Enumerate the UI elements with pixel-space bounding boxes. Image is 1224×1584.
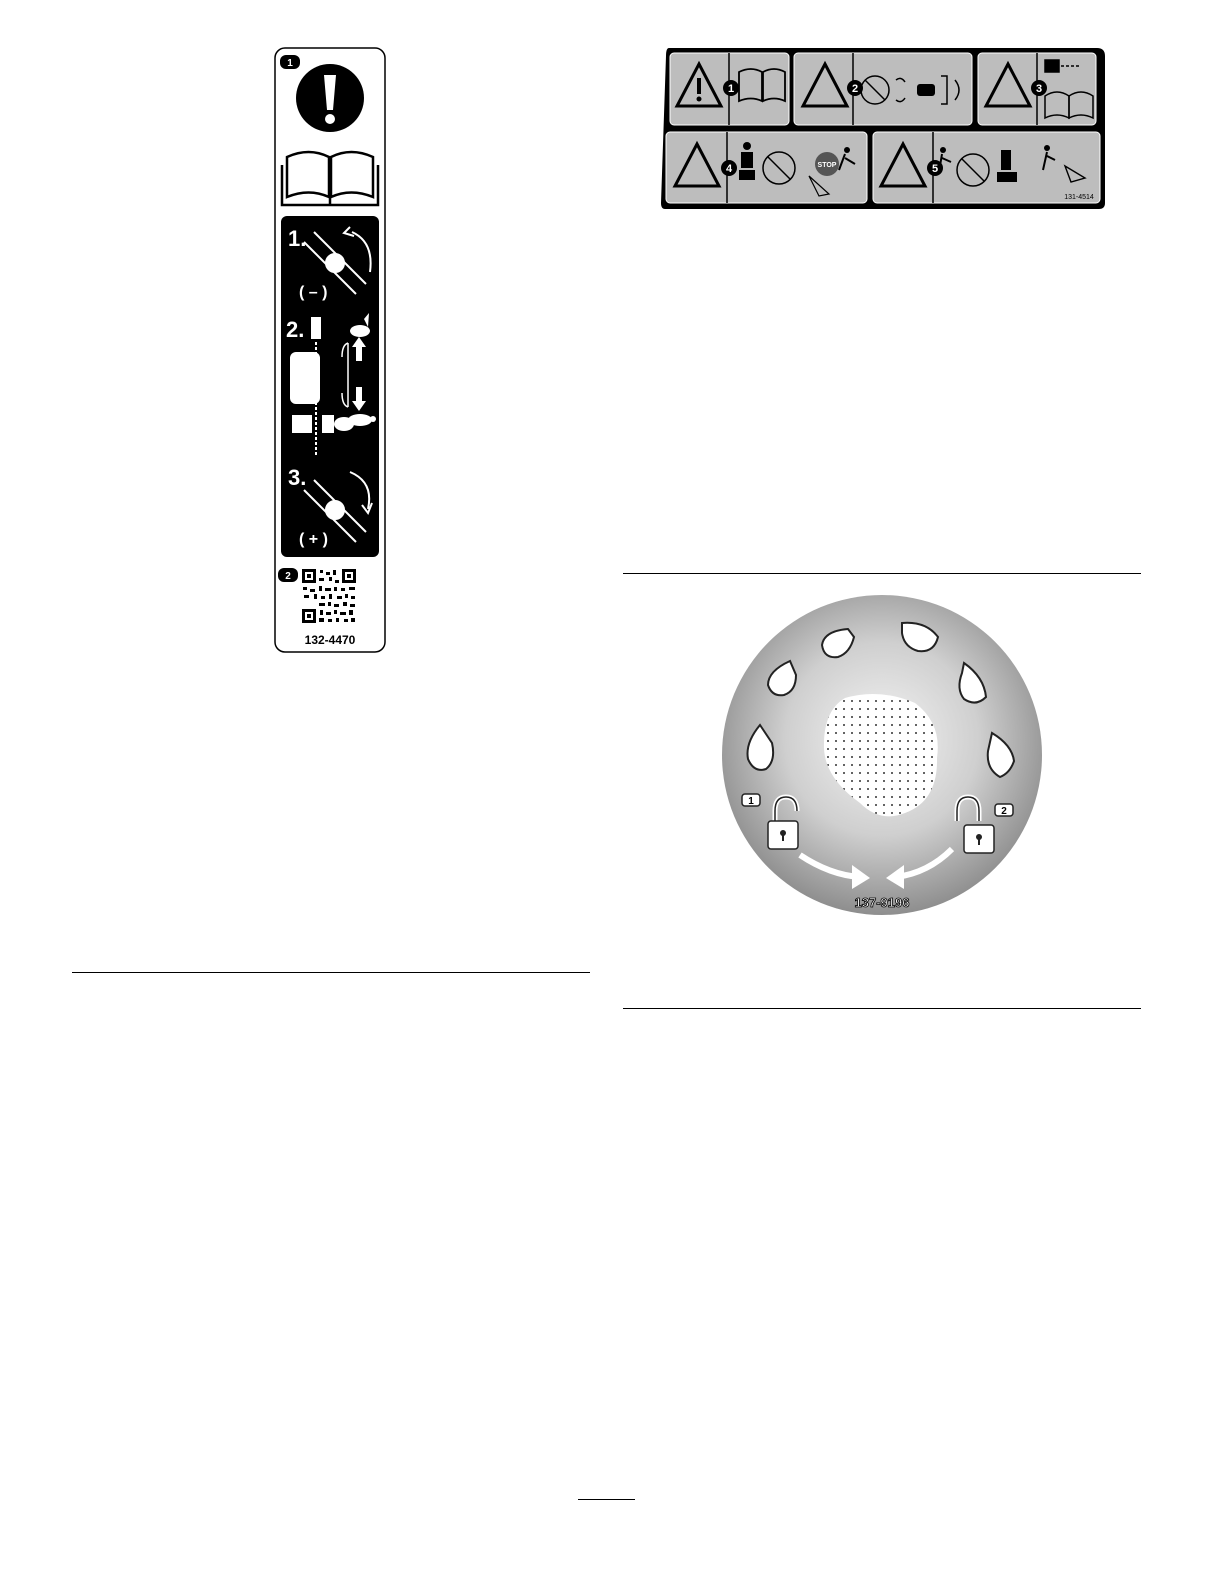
- decal-132-4470-graphic: [274, 47, 386, 653]
- section-divider: [623, 573, 1141, 574]
- step-3-number: 3.: [288, 465, 307, 490]
- section-divider: [623, 1008, 1141, 1009]
- section-divider: [72, 972, 590, 973]
- part-number-132-4470: 132-4470: [304, 633, 356, 647]
- callout-1: 1: [727, 83, 735, 95]
- decal-137-9196: [720, 593, 1044, 917]
- callout-3: 3: [1035, 83, 1043, 95]
- caution-icon: [296, 64, 364, 132]
- part-number-137-9196: 137-9196: [854, 895, 910, 910]
- step-1-sign: ( – ): [299, 284, 328, 301]
- callout-1-label: 1: [287, 58, 293, 69]
- decal-131-4514-graphic: [659, 46, 1107, 211]
- callout-1: 1: [748, 796, 754, 807]
- callout-2-label: 2: [285, 571, 291, 582]
- callout-2: 2: [851, 83, 859, 95]
- callout-4: 4: [725, 163, 733, 175]
- decal-137-9196-graphic: [720, 593, 1044, 917]
- stop-sign-text: STOP: [817, 162, 837, 169]
- step-3-sign: ( + ): [299, 531, 328, 548]
- decal-131-4514: [659, 46, 1107, 211]
- step-1-number: 1.: [288, 226, 307, 251]
- warning-exclamation: [697, 78, 702, 102]
- callout-2: 2: [1001, 806, 1007, 817]
- step-2-number: 2.: [286, 317, 305, 342]
- page-number-rule: [578, 1499, 635, 1500]
- callout-5: 5: [931, 163, 939, 175]
- decal-132-4470: [274, 47, 386, 653]
- qr-code-icon: [302, 569, 356, 623]
- part-number-131-4514: 131-4514: [1064, 194, 1094, 201]
